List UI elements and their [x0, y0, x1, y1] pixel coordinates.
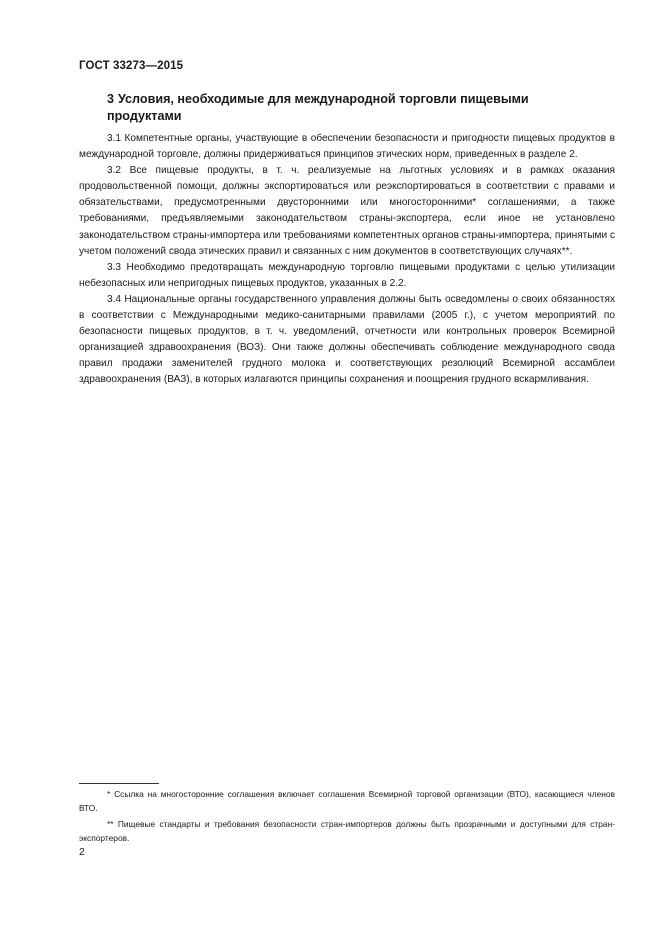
section-body [79, 131, 615, 389]
section-title-line2: продуктами [107, 108, 182, 123]
footnotes [79, 788, 615, 848]
section-title-line1: Условия, необходимые для международной торговли пищевыми [118, 92, 529, 106]
footnote-1: * Ссылка на многосторонние соглашения включает соглашения Всемирной торговой организации (ВТО), касающиеся членов ВТО. [79, 789, 615, 813]
paragraph-3-4: 3.4 Национальные органы государственного управления должны быть осведомлены о своих обязанностях в соответствии с Международными медико-санитарными правилами (2005 г.), с учетом мероприятий по безопасности пищевых продуктов, в т. ч. уведомлений, отчетности или контрольных проверок Всемирной организацией здравоохранения (ВОЗ). Они также должны обеспечивать соблюдение международного свода правил продажи заменителей грудного молока и соответствующих резолюций Всемирной ассамблеи здравоохранения (ВАЗ), в которых излагаются принципы сохранения и поощрения грудного вскармливания. [79, 293, 615, 386]
paragraph-3-2: 3.2 Все пищевые продукты, в т. ч. реализуемые на льготных условиях и в рамках оказания продовольственной помощи, должны экспортироваться или реэкспортироваться в соответствии с правами и обязательствами, предусмотренными двусторонними или многосторонними* соглашениями, а также требованиями, предъявляемыми законодательством страны-экспортера, если иное не установлено законодательством страны-импортера или требованиями компетентных органов страны-импортера, принятыми с учетом положений свода этических правил и связанных с ним документов в соответствующих случаях**. [79, 165, 615, 257]
section-number: 3 [107, 92, 115, 106]
footnote-divider [79, 783, 159, 784]
document-header: ГОСТ 33273—2015 [79, 60, 184, 72]
paragraph-3-3: 3.3 Необходимо предотвращать международную торговлю пищевыми продуктами с целью утилизации небезопасных или непригодных пищевых продуктов, указанных в 2.2. [79, 261, 615, 289]
footnote-2: ** Пищевые стандарты и требования безопасности стран-импортеров должны быть прозрачными и доступными для стран-экспортеров. [79, 819, 615, 843]
section-title [79, 91, 619, 124]
paragraph-3-1: 3.1 Компетентные органы, участвующие в обеспечении безопасности и пригодности пищевых продуктов в международной торговле, должны придерживаться принципов этических норм, приведенных в разделе 2. [79, 133, 615, 161]
page-number: 2 [79, 846, 85, 858]
